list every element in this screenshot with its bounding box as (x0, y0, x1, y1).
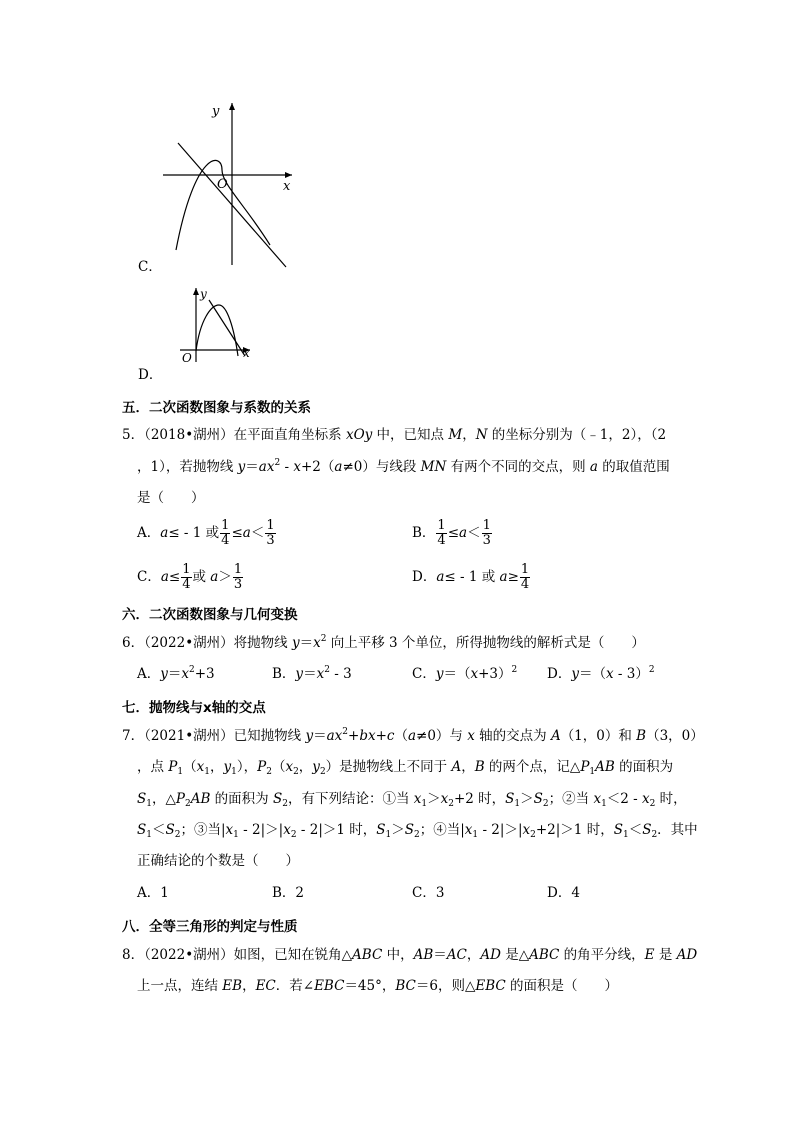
q7-option-d[interactable]: D．4 (547, 885, 580, 901)
q6-option-c[interactable]: C．$y=(x+3)^2$ (412, 665, 518, 682)
section-5-heading: 五．二次函数图象与系数的关系 (122, 400, 311, 416)
q7-option-c[interactable]: C．3 (412, 885, 445, 901)
figure-c-y-label: y (212, 104, 220, 119)
q7-option-b[interactable]: B．2 (272, 885, 305, 901)
q6-option-d[interactable]: D．y＝（x - 3）$^2$ (547, 665, 655, 682)
figure-c-origin-label: O (217, 177, 228, 192)
q6-option-a[interactable]: A．$y=x^2+3$ (137, 665, 215, 682)
figure-c-label: C． (138, 259, 162, 275)
figure-c-x-label: x (283, 179, 291, 194)
q7-option-a[interactable]: A．1 (137, 885, 169, 901)
figure-d-origin-label: O (182, 351, 192, 363)
q5-option-d[interactable]: D．a≤ - 1 或 a≥ $\frac{1}{4}$ (412, 562, 530, 592)
q5-option-c[interactable]: C．a≤ $\frac{1}{4}$ 或 a＞ $\frac{1}{3}$ (137, 562, 243, 592)
figure-d-label: D． (138, 367, 163, 383)
q5-line-2: ，1），若抛物线 $y=ax^2 - x+2(a\ne 0)$与线段 MN 有两个不同的交点，则 a 的取值范围 (137, 458, 670, 475)
figure-d-x-label: x (243, 346, 250, 360)
q5-line-3: 是（ ） (137, 490, 205, 506)
figure-d-y-label: y (200, 287, 207, 301)
q8-line-1: 8．（2022•湖州）如图，已知在锐角△ABC 中，AB＝AC，AD 是△ABC 的角平分线，E 是 AD (122, 947, 698, 963)
section-7-heading: 七．抛物线与x轴的交点 (122, 700, 266, 716)
q7-line-5: 正确结论的个数是（ ） (137, 853, 299, 869)
q8-line-2: 上一点，连结 EB，EC．若∠EBC＝45°，BC＝6，则△EBC 的面积是（ ） (137, 978, 619, 994)
q7-line-1: 7．（2021•湖州）已知抛物线 $y=ax^2+bx+c(a\ne 0)$与 x 轴的交点为 A（1，0）和 B（3，0） (122, 727, 704, 744)
q6-option-b[interactable]: B．$y=x^2 - 3$ (272, 665, 352, 682)
section-6-heading: 六．二次函数图象与几何变换 (122, 607, 298, 623)
figure-c-graph (150, 95, 300, 275)
q7-line-4: $S_1<S_2$；③当$|x_1 - 2|>|x_2 - 2|>1$ 时，$S_1>S_2$；④当$|x_1 - 2|>|x_2+2|>1$ 时，$S_1<S_2$．其中 (137, 822, 698, 840)
figure-d-graph (176, 283, 256, 363)
q5-line-1: 5．（2018•湖州）在平面直角坐标系 xOy 中，已知点 M，N 的坐标分别为（﹣1，2），（2 (122, 427, 667, 443)
section-8-heading: 八．全等三角形的判定与性质 (122, 919, 298, 935)
q7-line-2: ，点 $P_1(x_1$，$y_1$），$P_2(x_2$，$y_2$）是抛物线上不同于 A，B 的两个点，记$\triangle P_1AB$ 的面积为 (137, 759, 674, 777)
q5-option-a[interactable]: A．a≤ - 1 或 $\frac{1}{4}$ ≤a＜ $\frac{1}{3}$ (137, 518, 275, 548)
q5-option-b[interactable]: B． $\frac{1}{4}$ ≤a＜ $\frac{1}{3}$ (412, 518, 491, 548)
q6-stem: 6．（2022•湖州）将抛物线 $y=x^2$ 向上平移 3 个单位，所得抛物线的解析式是（ ） (122, 634, 645, 651)
q7-line-3: $S_1$，$\triangle P_2AB$ 的面积为 $S_2$，有下列结论：①当 $x_1>x_2+2$ 时，$S_1>S_2$；②当 $x_1<2 - x_2$ 时， (137, 791, 687, 809)
